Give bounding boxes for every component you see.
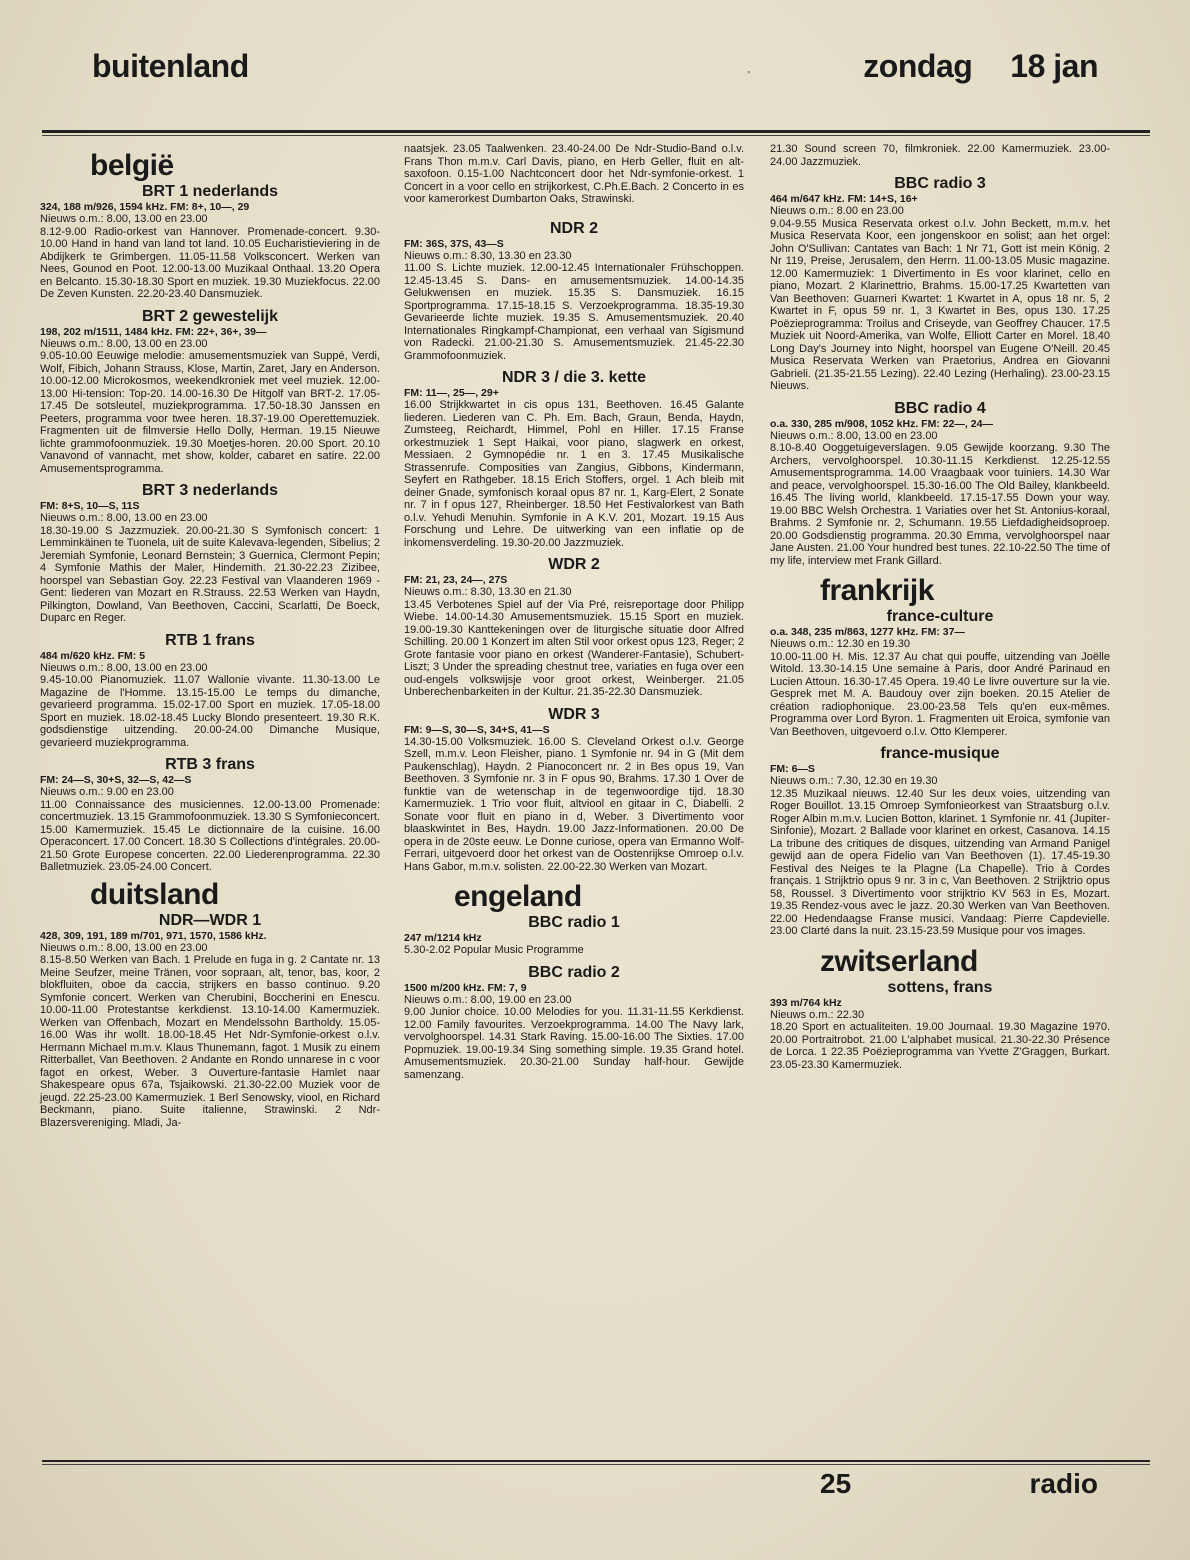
news-brt2: Nieuws o.m.: 8.00, 13.00 en 23.00	[40, 337, 208, 350]
station-bbc4: BBC radio 4	[894, 399, 986, 417]
column-2	[404, 143, 744, 1081]
station-brt3: BRT 3 nederlands	[141, 482, 279, 499]
station-ndrwdr1: NDR—WDR 1	[158, 911, 262, 929]
body-rtb1: 9.45-10.00 Pianomuziek. 11.07 Wallonie vivante. 11.30-13.00 Le Magazine de l'Homme. 13.15-15.00 Le temps du dimanche, gevarieerd programma. 15.02-17.00 Sport en muziek. 17.05-18.00 Sport en muziek. 18.02-18.45 Lucky Blondo presenteert. 19.30 R.K. godsdienstige uitzending. 20.00-24.00 Dimanche Musique, gevarieerd muziekprogramma.	[40, 674, 380, 749]
tech-brt1: 324, 188 m/926, 1594 kHz. FM: 8+, 10—, 29	[40, 201, 250, 213]
tech-ndr3: FM: 11—, 25—, 29+	[404, 387, 499, 399]
tech-wdr2: FM: 21, 23, 24—, 27S	[404, 574, 508, 586]
tech-brt3: FM: 8+S, 10—S, 11S	[40, 500, 140, 512]
page-number: 25	[820, 1468, 852, 1499]
news-france-musique: Nieuws o.m.: 7.30, 12.30 en 19.30	[770, 775, 938, 787]
tech-wdr3: FM: 9—S, 30—S, 34+S, 41—S	[404, 723, 550, 736]
country-frankrijk: frankrijk	[820, 574, 934, 607]
body-brt1: 8.12-9.00 Radio-orkest van Hannover. Promenade-concert. 9.30-10.00 Hand in hand van land tot land. 10.05 Eucharistieviering in de Abdijkerk te Grimbergen. 11.05-11.58 Volksconcert. Werken van Nees, Gounod en Poot. 12.00-13.00 Muzikaal Onthaal. 13.20 Opera en Belcanto. 15.30-18.30 Sport en muziek. 19.30 Muziekfocus. 22.00 De Zeven Kunsten. 22.20-23.40 Dansmuziek.	[40, 225, 380, 300]
station-bbc2: BBC radio 2	[528, 963, 620, 981]
tech-rtb3: FM: 24—S, 30+S, 32—S, 42—S	[40, 774, 192, 786]
country-belgie: belgië	[90, 149, 174, 182]
body-rtb3: 11.00 Connaissance des musiciennes. 12.00-13.00 Promenade: concertmuziek. 13.15 Grammofoonmuziek. 13.30 S Symfonieconcert. 15.00 Kamermuziek. 15.45 Le dictionnaire de la cuisine. 16.00 Operaconcert. 17.00 Concert. 18.30 S Collections d'intégrales. 20.00-21.50 Grote Europese concerten. 22.00 Liederenprogramma. 22.30 Balletmuziek. 23.05-24.00 Concert.	[40, 798, 380, 873]
body-brt3: 18.30-19.00 S Jazzmuziek. 20.00-21.30 S Symfonisch concert: 1 Lemminkäinen te Tuonela, uit de suite Kalevava-legenden, Sibelius; 2 Jeremiah Symfonie, Leonard Bernstein; 3 Guernica, Clermont Pepin; 4 Symfonie Mathis der Maler, Hindemith. 21.30-22.23 Zizibee, hoorspel van Sebastian Goy. 22.23 Festival van Vlaanderen 1969 - Gent: liederen van Mozart en R.Strauss. 22.53 Werken van Haydn, Pilkington, Dowland, Van Beethoven, Caccini, Scarlatti, De Boeck, Duparc en Reger.	[40, 524, 380, 624]
news-bbc2: Nieuws o.m.: 8.00, 19.00 en 23.00	[404, 993, 572, 1006]
station-wdr2: WDR 2	[548, 556, 600, 573]
body-ndr3: 16.00 Strijkkwartet in cis opus 131, Beethoven. 16.45 Galante liederen. Liederen van C. Ph. Em. Bach, Graun, Benda, Haydn, Zumsteeg, Reichardt, Himmel, Pohl en Hiller. 17.15 Franse orkestmuziek 1 Sept Haikai, voor piano, slagwerk en orkest, Messiaen. 2 Gymnopédie nr. 1 en 3. 17.45 Musikalische Strassenrufe. Composities van Zangius, Gibbons, Kindermann, Seyfert en Rathgeber. 18.15 Erich Stoffers, orgel. 1 Ach bleib mit deiner Gnade, symfonisch koraal opus 87 nr. 1, Karg-Elert, 2 Sonate nr. 7 in f opus 127, Rheinberger. 18.50 Het Festivalorkest van Bath o.l.v. Yehudi Menuhin. Symfonie in A K.V. 201, Mozart. 19.15 Aus Forschung und Lehre. De uitwerking van een inflatie op de inkomensverdeling. 19.30-20.00 Jazzmuziek.	[404, 399, 744, 549]
news-ndrwdr1: Nieuws o.m.: 8.00, 13.00 en 23.00	[40, 941, 208, 954]
news-wdr2: Nieuws o.m.: 8.30, 13.30 en 21.30	[404, 586, 572, 598]
news-rtb3: Nieuws o.m.: 9.00 en 23.00	[40, 786, 174, 798]
body-brt2: 9.05-10.00 Eeuwige melodie: amusementsmuziek van Suppé, Verdi, Wolf, Fibich, Johann Strauss, Klose, Martin, Zaret, Jary en Anderson. 10.00-12.00 Microkosmos, weekendkroniek met veel muziek. 12.00-13.00 Hi-tension: Top-20. 14.00-16.30 De Hitgolf van BRT-2. 17.05-17.45 De sotsleutel, muziekprogramma. 17.50-18.30 Janssen en Peeters, programma voor twee heren. 18.37-19.00 Operettemuziek. Fragmenten uit de filmversie Hello Dolly, Herman. 19.15 Nieuwe lichte grammofoonmuziek. 19.30 Moetjes-horen. 20.00 Sport. 20.10 Vanavond of vannacht, met show, kolder, cabaret en satire. 22.00 Amusementsprogramma.	[40, 350, 380, 475]
news-sottens: Nieuws o.m.: 22.30	[770, 1008, 865, 1021]
body-bbc3: 9.04-9.55 Musica Reservata orkest o.l.v. John Beckett, m.m.v. het Musica Reservata Koor, een jongenskoor en solist; aan het orgel: John O'Sullivan: Cantates van Bach: 1 Nr 71, Gott ist mein König. 2 Nr 119, Preise, Jerusalem, den Herrn. 11.00-13.05 Music magazine. 12.00 Kamermuziek: 1 Divertimento in Es voor klarinet, cello en piano, Mozart. 2 Klarinettrio, Brahms. 15.00-17.25 Kwartetten van Van Beethoven: Guarneri Kwartet: 1 Kwartet in A, opus 18 nr. 5, 2 Kwartet in F, opus 59 nr. 1, 3 Kwartet in Bes, opus 130. 17.25 Poëzieprogramma: Troilus and Criseyde, van Geoffrey Chaucer. 17.5 Muziek uit Noord-Amerika, van Wolfe, Elliott Carter en Morel. 18.40 Long Day's Journey into Night, hoorspel van Eugene O'Neill. 20.45 Musica Reservata Werken van Praetorius, Andrea en Giovanni Gabrieli. (21.35-21.55 Lezing). 22.40 Lezing (Herhaling). 23.00-23.15 Nieuws.	[770, 217, 1110, 392]
station-france-culture: france-culture	[886, 608, 994, 625]
continued-text-col3: 21.30 Sound screen 70, filmkroniek. 22.00 Kamermuziek. 23.00-24.00 Jazzmuziek.	[770, 143, 1110, 168]
station-bbc1: BBC radio 1	[528, 914, 620, 931]
body-sottens: 18.20 Sport en actualiteiten. 19.00 Journaal. 19.30 Magazine 1970. 20.00 Portraitrobot. 21.00 L'alphabet musical. 21.30-22.30 Présence de Lorca. 1 22.35 Poëzieprogramma van Yvette Z'Graggen, Burkart. 23.05-23.30 Kamermuziek.	[770, 1021, 1110, 1071]
station-ndr2: NDR 2	[549, 219, 598, 237]
news-brt3: Nieuws o.m.: 8.00, 13.00 en 23.00	[40, 512, 208, 524]
tech-bbc2: 1500 m/200 kHz. FM: 7, 9	[404, 981, 527, 994]
print-mark: '	[748, 70, 750, 81]
section-title: buitenland	[92, 48, 249, 84]
station-rtb3: RTB 3 frans	[165, 756, 255, 773]
country-duitsland: duitsland	[90, 877, 219, 911]
country-engeland: engeland	[454, 880, 582, 913]
news-bbc3: Nieuws o.m.: 8.00 en 23.00	[770, 205, 904, 217]
tech-brt2: 198, 202 m/1511, 1484 kHz. FM: 22+, 36+, 39—	[40, 325, 267, 338]
date-header	[825, 48, 1098, 85]
bottom-rule-thin	[42, 1464, 1150, 1465]
column-1	[40, 143, 380, 1129]
body-wdr2: 13.45 Verbotenes Spiel auf der Via Pré, reisreportage door Philipp Wiebe. 14.00-14.30 Amusementsmuziek. 15.15 Sport en muziek. 19.00-19.30 Kanttekeningen over de liturgische situatie door Alfred Schilling. 20.00 1 Konzert im alten Stil voor orkest opus 123, Reger; 2 Grote fantasie voor piano en orkest (Wanderer-Fantasie), Schubert-Liszt; 3 Under the spreading chestnut tree, variaties en fuga over een oud-engels volkswijsje voor groot orkest, Weinberger. 21.05 Unberechenbarkeiten in der Kultur. 21.35-22.30 Dansmuziek.	[404, 598, 744, 698]
tech-bbc1: 247 m/1214 kHz	[404, 932, 482, 944]
body-france-musique: 12.35 Muzikaal nieuws. 12.40 Sur les deux voies, uitzending van Roger Bouillot. 13.15 Omroep Symfonieorkest van Straatsburg o.l.v. Roger Albin m.m.v. Lucien Botton, klarinet. 1 Symfonie nr. 41 (Jupiter-Sinfonie), Mozart. 2 Ballade voor klarinet en orkest, Casanova. 14.15 La tribune des critiques de disques, uitzending van Armand Panigel gewijd aan de opera Fidelio van Van Beethoven (1). 17.45-19.30 Festival des Neiges te la Plagne (La Chapelle). Trio à Cordes français. 1 Strijktrio opus 9 nr. 3 in c, Van Beethoven. 2 Strijktrio opus 58, Roussel. 3 Divertimento voor strijktrio KV 563 in Es, Mozart. 19.35 Rendez-vous avec le jazz. 20.30 Werken van Van Beethoven. 22.00 Hedendaagse Franse musici. Vandaag: Pierre Capdevielle. 23.00 Clarté dans la nuit. 23.15-23.59 Musique pour vos images.	[770, 787, 1110, 937]
tech-sottens: 393 m/764 kHz	[770, 996, 842, 1009]
column-3	[770, 143, 1110, 1071]
station-sottens: sottens, frans	[887, 978, 993, 996]
footer-label: radio	[1029, 1468, 1098, 1499]
station-rtb1: RTB 1 frans	[165, 631, 255, 649]
station-ndr3: NDR 3 / die 3. kette	[501, 369, 647, 386]
body-ndr2: 11.00 S. Lichte muziek. 12.00-12.45 Internationaler Frühschoppen. 12.45-13.45 S. Dans- en amusementsmuziek. 14.00-14.35 Gelukwensen en muziek. 15.35 S. Dansmuziek. 16.15 Sportprogramma. 17.15-18.15 S. Verzoekprogramma. 18.35-19.30 Gevarieerde lichte muziek. 19.35 S. Amusementsmuziek. 20.40 Internationales Ringkampf-Championat, een verhaal van Sigismund von Radecki. 21.00-21.30 S. Amusementsmuziek. 21.45-22.30 Grammofoonmuziek.	[404, 262, 744, 362]
news-rtb1: Nieuws o.m.: 8.00, 13.00 en 23.00	[40, 661, 208, 674]
tech-bbc3: 464 m/647 kHz. FM: 14+S, 16+	[770, 193, 918, 205]
top-rule-thin	[42, 135, 1150, 136]
body-bbc1: 5.30-2.02 Popular Music Programme	[404, 944, 584, 956]
news-france-culture: Nieuws o.m.: 12.30 en 19.30	[770, 638, 911, 650]
news-brt1: Nieuws o.m.: 8.00, 13.00 en 23.00	[40, 213, 208, 225]
station-brt1: BRT 1 nederlands	[141, 183, 279, 200]
top-rule	[42, 130, 1150, 133]
tech-france-culture: o.a. 348, 235 m/863, 1277 kHz. FM: 37—	[770, 626, 965, 638]
date-label: 18 jan	[1010, 48, 1098, 84]
tech-bbc4: o.a. 330, 285 m/908, 1052 kHz. FM: 22—, 24—	[770, 417, 993, 430]
station-france-musique: france-musique	[880, 745, 1000, 762]
news-ndr2: Nieuws o.m.: 8.30, 13.30 en 23.30	[404, 249, 572, 262]
body-bbc4: 8.10-8.40 Ooggetuigeverslagen. 9.05 Gewijde koorzang. 9.30 The Archers, vervolghoorspel. 10.30-11.15 Kerkdienst. 12.25-12.55 Amusementsprogramma. 14.00 Vraagbaak voor tuiniers. 14.30 War and peace, vervolghoorspel. 15.30-16.00 The Old Bailey, klankbeeld. 16.45 The living world, klankbeeld. 17.15-17.55 Down your way. 19.00 BBC Welsh Orchestra. 1 Variaties over het St. Antonius-koraal, Brahms. 2 Symfonie nr. 2, Schumann. 19.55 Liefdadigheidsoproep. 20.00 Godsdienstig programma. 20.30 Emma, vervolghoorspel naar Jane Austen. 21.00 Your hundred best tunes. 22.10-22.50 The time of my life, interview met Frank Gillard.	[770, 442, 1110, 567]
station-wdr3: WDR 3	[548, 705, 600, 723]
body-wdr3: 14.30-15.00 Volksmuziek. 16.00 S. Cleveland Orkest o.l.v. George Szell, m.m.v. Leon Fleisher, piano. 1 Symfonie nr. 94 in G (Mit dem Paukenschlag), Haydn. 2 Pianoconcert nr. 2 in Bes opus 19, Van Beethoven. 3 Symfonie nr. 3 in F opus 90, Brahms. 17.30 1 Over de funktie van de wetenschap in de tegenwoordige tijd. 18.30 Kamermuziek. 1 Trio voor fluit, altviool en gitaar in C, Diabelli. 2 Sonate voor fluit en piano in d, Weber. 3 Divertimento voor blaaskwintet in Bes, Haydn. 19.00 Jazz-Informationen. 20.00 De opera in de 20ste eeuw. Le Donne curiose, opera van Ermanno Wolf-Ferrari, uitgevoerd door het orkest van de Oostenrijkse Omroep o.l.v. Hans Gabor, m.m.v. solisten. 22.00-22.30 Werken van Mozart.	[404, 735, 744, 873]
country-zwitserland: zwitserland	[820, 944, 978, 978]
bottom-rule	[42, 1460, 1150, 1462]
station-bbc3: BBC radio 3	[894, 175, 986, 192]
tech-rtb1: 484 m/620 kHz. FM: 5	[40, 649, 146, 662]
tech-ndrwdr1: 428, 309, 191, 189 m/701, 971, 1570, 1586 kHz.	[40, 929, 267, 942]
continued-text: naatsjek. 23.05 Taalwenken. 23.40-24.00 De Ndr-Studio-Band o.l.v. Frans Thon m.m.v. Carl Davis, piano, en Herb Geller, fluit en alt-saxofoon. 0.15-1.00 Nachtconcert door het Ndr-symfonie-orkest. 1 Concert in a voor cello en strijkorkest, C.Ph.E.Bach. 2 Concerto in es voor kamerorkest Dumbarton Oaks, Strawinski.	[404, 143, 744, 205]
body-bbc2: 9.00 Junior choice. 10.00 Melodies for you. 11.31-11.55 Kerkdienst. 12.00 Family favourites. Verzoekprogramma. 14.00 The Navy lark, vervolghoorspel. 14.31 Stark Raving. 15.00-16.00 The Sixties. 17.00 Popmuziek. 19.00-19.34 Sing something simple. 19.35 Grand hotel. Amusementsmuziek. 20.30-21.00 Sunday half-hour. Gewijde samenzang.	[404, 1006, 744, 1081]
tech-france-musique: FM: 6—S	[770, 763, 815, 775]
body-ndrwdr1: 8.15-8.50 Werken van Bach. 1 Prelude en fuga in g. 2 Cantate nr. 13 Meine Seufzer, meine Tränen, voor sopraan, alt, tenor, bas, koor, 2 blokfluiten, oboe da caccia, strijkers en basso continuo. 9.20 Symfonie concert. Werken van Cherubini, Boccherini en Enescu. 10.00-11.00 Protestantse kerkdienst. 13.10-14.00 Kamermuziek. Werken van Offenbach, Mozart en Mendelssohn Bartholdy. 15.05-16.00 Was ihr wollt. 18.00-18.45 Het Ndr-Symfonie-orkest o.l.v. Hermann Michael m.m.v. Klaus Thunemann, fagot. 1 Musik zu einem Ritterballet, Van Beethoven. 2 Andante en Rondo unnarese in c voor fagot en orkest, Weber. 3 Ouverture-fantasie Hamlet naar Shakespeare opus 67a, Tsjaikowski. 21.30-22.00 Muziek voor de jeugd. 22.25-23.00 Kamermuziek. 1 Berl Senowsky, viool, en Richard Beckmann, piano. Suite italienne, Strawinski. 2 Ndr-Blazersvereniging. Mladi, Ja-	[40, 954, 380, 1129]
news-bbc4: Nieuws o.m.: 8.00, 13.00 en 23.00	[770, 429, 938, 442]
day-label: zondag	[863, 48, 973, 84]
body-france-culture: 10.00-11.00 H. Mis. 12.37 Au chat qui pouffe, uitzending van Joëlle Witold. 13.30-14.15 Une semaine à Paris, door André Parinaud en Lucien Attoun. 16.30-17.45 Opera. 19.40 Le livre ouverture sur la vie. Gesprek met M. A. Baudouy over zijn boeken. 20.15 Atelier de création radiophonique. 23.00-23.58 Tels qu'en eux-mêmes. Programma over Lord Byron. 1. Fragmenten uit Eroica, symfonie van Van Beethoven, uitgevoerd o.l.v. Otto Klemperer.	[770, 650, 1110, 738]
station-brt2: BRT 2 gewestelijk	[141, 307, 279, 325]
tech-ndr2: FM: 36S, 37S, 43—S	[404, 237, 504, 250]
